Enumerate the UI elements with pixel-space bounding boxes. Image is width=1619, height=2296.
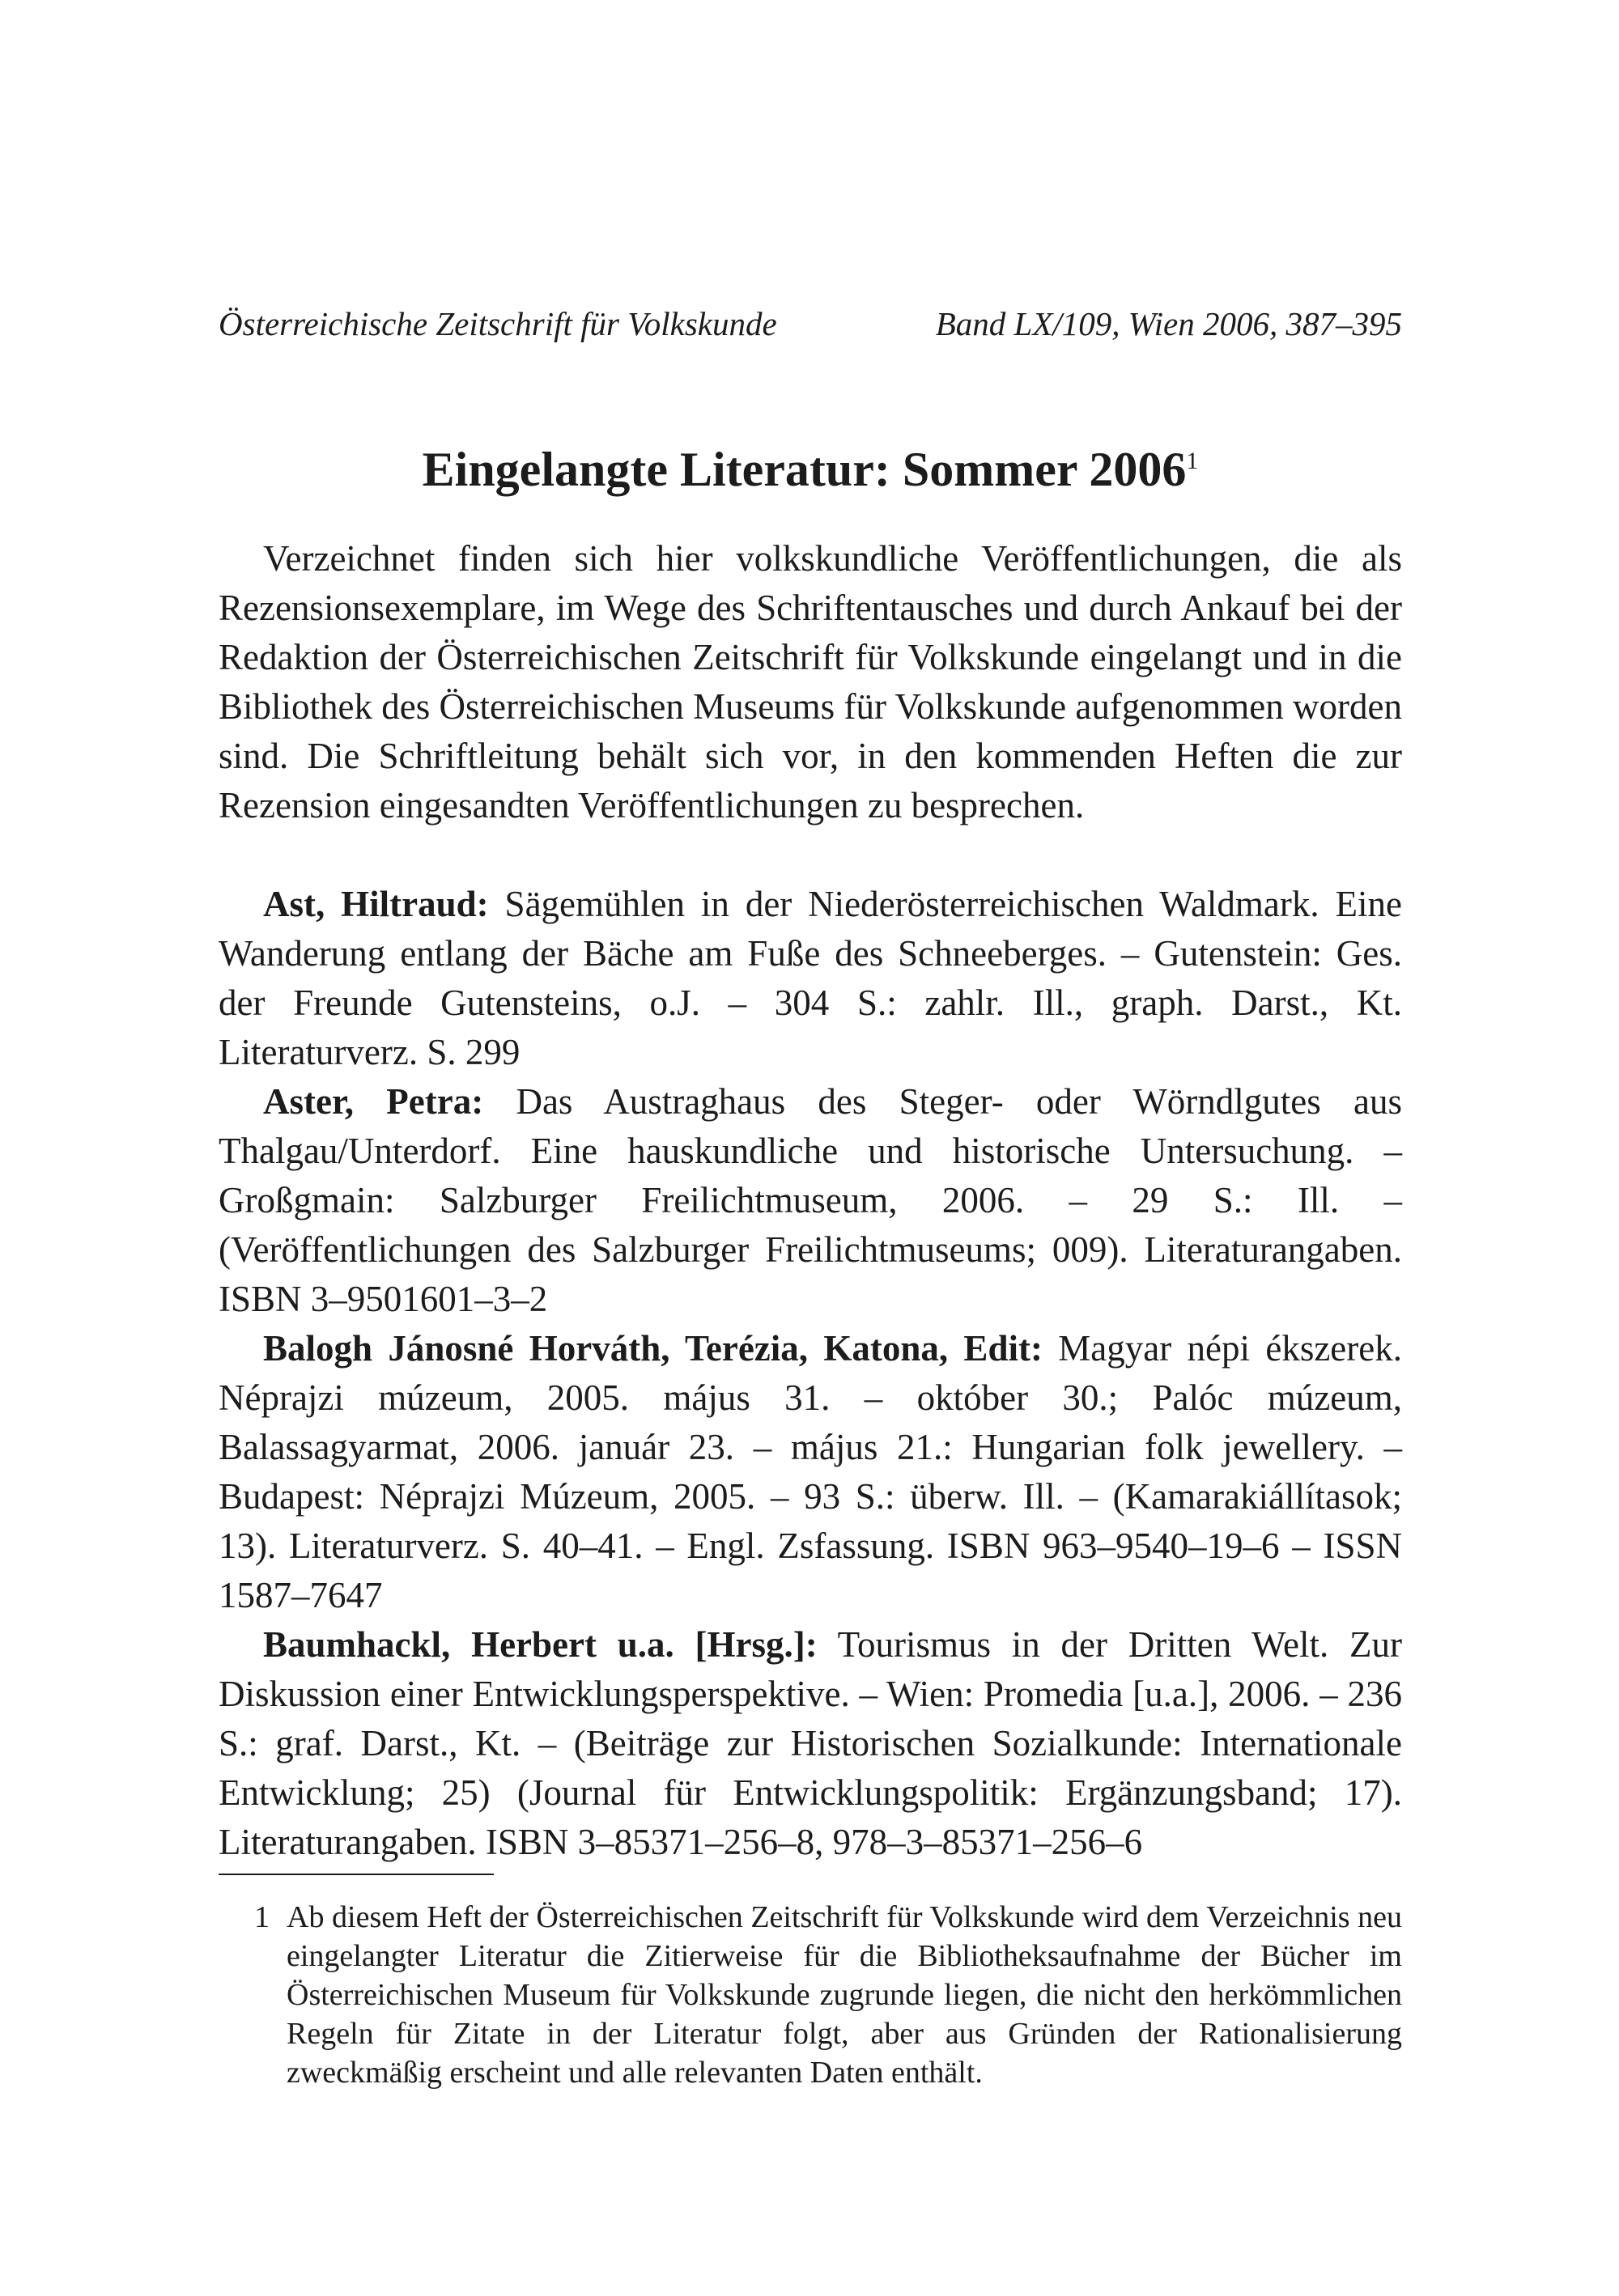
- bibliography-entry: [219, 1077, 1402, 1324]
- bibliography-entry: [219, 880, 1402, 1077]
- footnote: [219, 1898, 1402, 2092]
- entry-author: Baumhackl, Herbert u.a. [Hrsg.]:: [263, 1624, 818, 1665]
- footnote-text: Ab diesem Heft der Österreichischen Zeitschrift für Volkskunde wird dem Verzeichnis neu eingelangter Literatur die Zitierweise für die Bibliotheksaufnahme der Bücher im Österreichischen Museum für Volkskunde zugrunde liegen, die nicht den herkömmlichen Regeln für Zitate in der Literatur folgt, aber aus Gründen der Rationalisierung zweckmäßig erscheint und alle relevanten Daten enthält.: [287, 1900, 1402, 2090]
- title-footnote-mark[interactable]: 1: [1186, 448, 1199, 474]
- entry-author: Aster, Petra:: [263, 1081, 484, 1122]
- intro-paragraph: Verzeichnet finden sich hier volkskundliche Veröffentlichungen, die als Rezensionsexemplare, im Wege des Schriftentausches und durch Ankauf bei der Redaktion der Österreichischen Zeitschrift für Volkskunde eingelangt und in die Bibliothek des Österreichischen Museums für Volkskunde aufgenommen worden sind. Die Schriftleitung behält sich vor, in den kommenden Heften die zur Rezension eingesandten Veröffentlichungen zu besprechen.: [219, 538, 1402, 825]
- bibliography-entry: [219, 1620, 1402, 1867]
- footnote-number: 1: [254, 1900, 270, 1934]
- volume-info: Band LX/109, Wien 2006, 387–395: [935, 305, 1402, 342]
- entry-text: Das Austraghaus des Steger- oder Wörndlgutes aus Thalgau/Unterdorf. Eine hauskundliche und historische Untersuchung. – Großgmain: Salzburger Freilichtmuseum, 2006. – 29 S.: Ill. – (Veröffentlichungen des Salzburger Freilichtmuseums; 009). Literaturangaben. ISBN 3–9501601–3–2: [219, 1081, 1402, 1319]
- running-head: [219, 299, 1402, 348]
- main-text: [219, 534, 1402, 1867]
- entry-text: Tourismus in der Dritten Welt. Zur Diskussion einer Entwicklungsperspektive. – Wien: Promedia [u.a.], 2006. – 236 S.: graf. Darst., Kt. – (Beiträge zur Historischen Sozialkunde: Internationale Entwicklung; 25) (Journal für Entwicklungspolitik: Ergänzungsband; 17). Literaturangaben. ISBN 3–85371–256–8, 978–3–85371–256–6: [219, 1624, 1403, 1862]
- bibliography-entry: [219, 1324, 1402, 1620]
- footnote-divider: [219, 1874, 494, 1875]
- entry-author: Ast, Hiltraud:: [263, 884, 489, 924]
- entry-author: Balogh Jánosné Horváth, Terézia, Katona, Edit:: [263, 1328, 1043, 1369]
- entry-text: Sägemühlen in der Niederösterreichischen Waldmark. Eine Wanderung entlang der Bäche am Fuße des Schneeberges. – Gutenstein: Ges. der Freunde Gutensteins, o.J. – 304 S.: zahlr. Ill., graph. Darst., Kt. Literaturverz. S. 299: [219, 884, 1402, 1072]
- page-title-text: Eingelangte Literatur: Sommer 2006: [422, 443, 1187, 496]
- journal-title: Österreichische Zeitschrift für Volkskunde: [219, 305, 777, 342]
- page-title: [219, 437, 1402, 502]
- entry-text: Magyar népi ékszerek. Néprajzi múzeum, 2005. május 31. – október 30.; Palóc múzeum, Balassagyarmat, 2006. január 23. – május 21.: Hungarian folk jewellery. – Budapest: Néprajzi Múzeum, 2005. – 93 S.: überw. Ill. – (Kamarakiállítasok; 13). Literaturverz. S. 40–41. – Engl. Zsfassung. ISBN 963–9540–19–6 – ISSN 1587–7647: [219, 1328, 1402, 1615]
